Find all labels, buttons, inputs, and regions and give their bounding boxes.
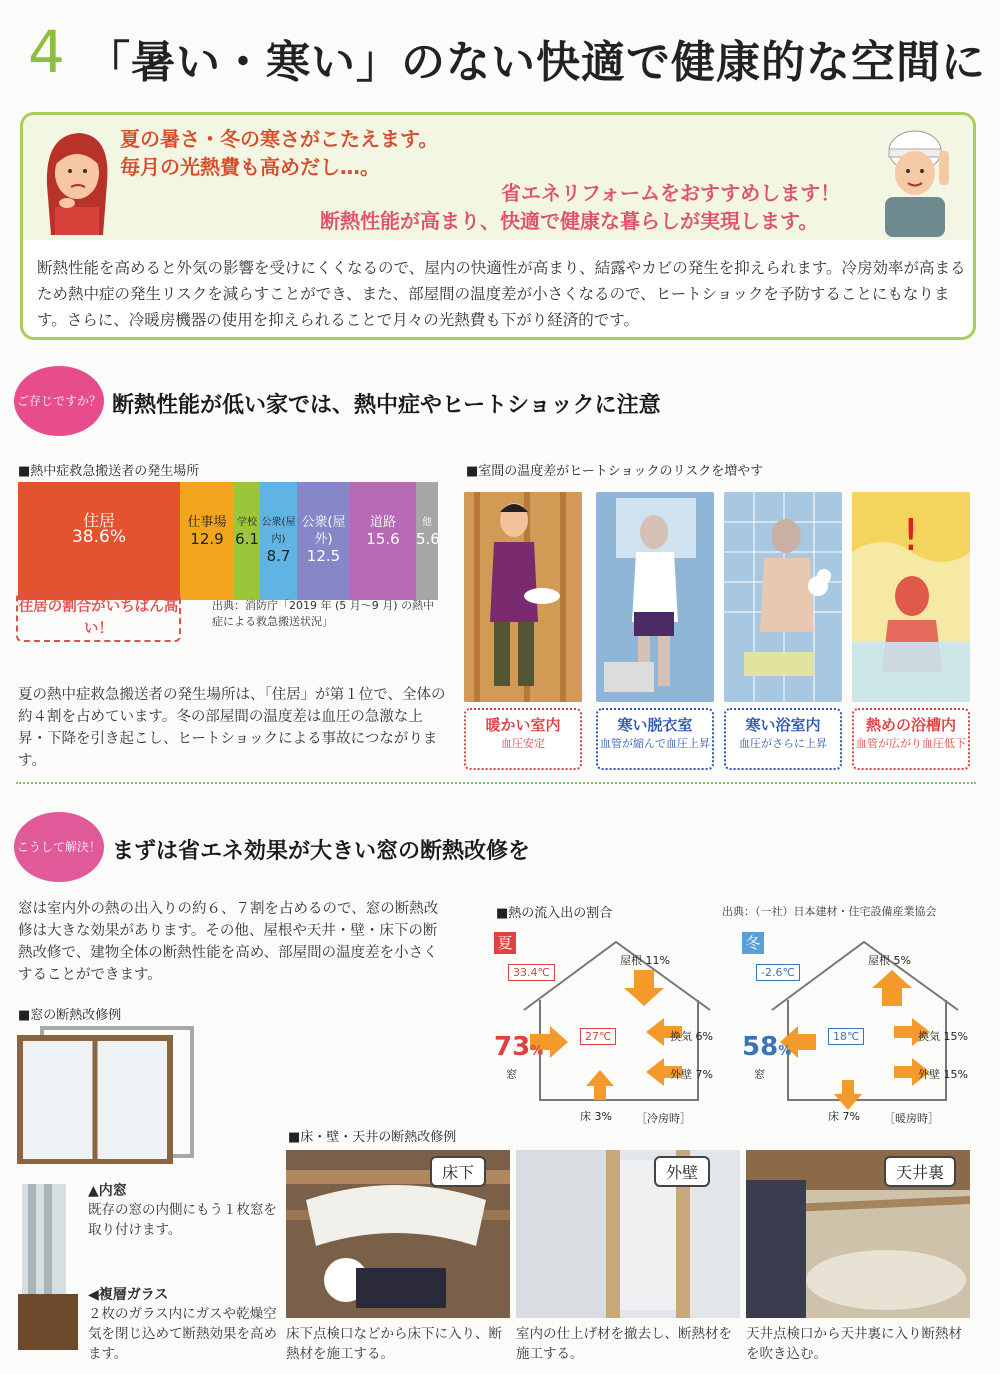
bar-value: 5.6 — [416, 530, 440, 548]
heat-shock-heading: ■室間の温度差がヒートショックのリスクを増やす — [466, 464, 764, 479]
double-glazing-title: ◀複層ガラス — [88, 1287, 169, 1303]
bar-2 — [180, 482, 234, 600]
section-2-title: まずは省エネ効果が大きい窓の断熱改修を — [112, 839, 531, 864]
summer-badge: 夏 — [494, 932, 516, 954]
winter-outside-temp: -2.6℃ — [756, 964, 800, 981]
bar-value: 8.7 — [266, 547, 291, 565]
section-1-title: 断熱性能が低い家では、熱中症やヒートショックに注意 — [112, 393, 661, 418]
intro-box — [20, 112, 976, 340]
winter-vent: 換気 15% — [918, 1030, 968, 1043]
summer-wall: 外壁 7% — [670, 1068, 713, 1081]
summer-floor: 床 3% — [580, 1110, 612, 1123]
panel-caption-3: 寒い浴室内 血圧がさらに上昇 — [724, 708, 842, 770]
question-line-2: 毎月の光熱費も高めだし…。 — [120, 155, 380, 179]
heat-flow-heading: ■熱の流入出の割合 — [496, 906, 613, 921]
section-number: 4 — [28, 18, 65, 86]
stacked-bar-chart — [18, 482, 438, 600]
double-glazing-image — [14, 1184, 84, 1354]
panel-caption-4: 熱めの浴槽内 血管が広がり血圧低下 — [852, 708, 970, 770]
bar-5 — [297, 482, 350, 600]
intro-paragraph: 断熱性能を高めると外気の影響を受けにくくなるので、屋内の快適性が高まり、結露やカビの発生を抑えられます。冷房効率が高まるため熱中症の発生リスクを減らすことができ、また、部屋間の温度差が小さくなるので、ヒートショックを予防することにもなります。さらに、冷暖房機器の使用を抑えられることで月々の光熱費も下がり経済的です。 — [37, 259, 966, 329]
panel-cold-bathroom — [724, 492, 842, 702]
bar-label: 公衆(屋内) — [261, 517, 296, 545]
answer-line-2: 断熱性能が高まり、快適で健康な暮らしが実現します。 — [320, 209, 819, 233]
bar-6 — [350, 482, 416, 600]
bar-4 — [260, 482, 297, 600]
bar-label: 公衆(屋外) — [301, 515, 346, 547]
summer-mode: ［冷房時］ — [636, 1112, 691, 1125]
window-retrofit-heading: ■窓の断熱改修例 — [18, 1008, 122, 1023]
summer-vent: 換気 6% — [670, 1030, 713, 1043]
winter-window-pct: 58% — [742, 1032, 792, 1062]
floor-wall-ceiling-heading: ■床・壁・天井の断熱改修例 — [288, 1130, 457, 1145]
panel-caption-2: 寒い脱衣室 血管が縮んで血圧上昇 — [596, 708, 714, 770]
winter-floor: 床 7% — [828, 1110, 860, 1123]
bar-value: 12.5 — [306, 547, 341, 565]
question-line-1: 夏の暑さ・冬の寒さがこたえます。 — [120, 127, 439, 151]
caption-underfloor: 床下点検口などから床下に入り、断熱材を施工する。 — [286, 1326, 502, 1362]
winter-badge: 冬 — [742, 932, 764, 954]
chart-source: 出典：消防庁「2019 年 (5 月〜9 月) の熱中症による救急搬送状況」 — [212, 599, 435, 628]
worker-illustration — [875, 121, 955, 237]
winter-mode: ［暖房時］ — [884, 1112, 939, 1125]
page-title: 「暑い・寒い」のない快適で健康的な空間に — [86, 37, 986, 88]
section-badge-2: こうして解決！ — [14, 812, 104, 882]
bar-3 — [234, 482, 260, 600]
winter-house-diagram — [742, 930, 978, 1130]
bar-label: 道路 — [369, 515, 396, 530]
winter-roof: 屋根 5% — [868, 954, 911, 967]
bar-label: 仕事場 — [187, 515, 227, 530]
summer-roof: 屋根 11% — [620, 954, 670, 967]
summer-outside-temp: 33.4℃ — [508, 964, 555, 981]
answer-line-1: 省エネリフォームをおすすめします！ — [501, 181, 841, 205]
summer-house-diagram — [494, 930, 730, 1130]
panel-cold-dressing-room — [596, 492, 714, 702]
bar-7 — [416, 482, 438, 600]
worried-woman-illustration — [37, 125, 117, 235]
caption-attic: 天井点検口から天井裏に入り断熱材を吹き込む。 — [746, 1326, 962, 1362]
inner-window-title: ▲内窓 — [88, 1183, 127, 1199]
panel-caption-1: 暖かい室内 血圧安定 — [464, 708, 582, 770]
summer-inside-temp: 27℃ — [580, 1028, 616, 1045]
heat-flow-source: 出典：（一社）日本建材・住宅設備産業協会 — [722, 905, 937, 918]
summer-window-pct: 73% — [494, 1032, 544, 1062]
panel-warm-room — [464, 492, 582, 702]
bar-label: 学校 — [237, 517, 257, 528]
inner-window-desc: 既存の窓の内側にもう１枚窓を取り付けます。 — [88, 1202, 277, 1238]
bar-label: 他 — [422, 517, 432, 528]
section-2-paragraph: 窓は室内外の熱の出入りの約６、７割を占めるので、窓の断熱改修は大きな効果があります。その他、屋根や天井・壁・床下の断熱改修で、建物全体の断熱性能を高め、部屋間の温度差を小さくすることができます。 — [18, 901, 439, 983]
winter-wall: 外壁 15% — [918, 1068, 968, 1081]
bar-value: 38.6% — [71, 527, 126, 547]
panel-hot-bathtub — [852, 492, 970, 702]
chart-heading: ■熱中症救急搬送者の発生場所 — [18, 464, 200, 479]
svg-text:!: ! — [902, 510, 920, 561]
tag-underfloor: 床下 — [430, 1156, 486, 1187]
caption-exterior-wall: 室内の仕上げ材を撤去し、断熱材を施工する。 — [516, 1326, 732, 1362]
tag-exterior-wall: 外壁 — [654, 1156, 710, 1187]
section-divider — [16, 782, 976, 784]
bar-value: 12.9 — [190, 530, 224, 548]
summer-window-label: 窓 — [506, 1068, 517, 1081]
winter-window-label: 窓 — [754, 1068, 765, 1081]
section-badge-1: ご存じですか？ — [14, 366, 104, 436]
chart-callout: 住居の割合がいちばん高い！ — [16, 592, 181, 642]
inner-window-image — [16, 1024, 196, 1164]
tag-attic: 天井裏 — [884, 1156, 956, 1187]
bar-label: 住居 — [82, 511, 115, 530]
bar-value: 6.1 — [235, 530, 259, 548]
bar-value: 15.6 — [366, 530, 400, 548]
bar-1 — [18, 482, 180, 600]
winter-inside-temp: 18℃ — [828, 1028, 864, 1045]
double-glazing-desc: ２枚のガラス内にガスや乾燥空気を閉じ込めて断熱効果を高めます。 — [88, 1306, 277, 1362]
section-1-paragraph: 夏の熱中症救急搬送者の発生場所は、「住居」が第１位で、全体の約４割を占めています。冬の部屋間の温度差は血圧の急激な上昇・下降を引き起こし、ヒートショックによる事故につながります。 — [18, 687, 446, 769]
